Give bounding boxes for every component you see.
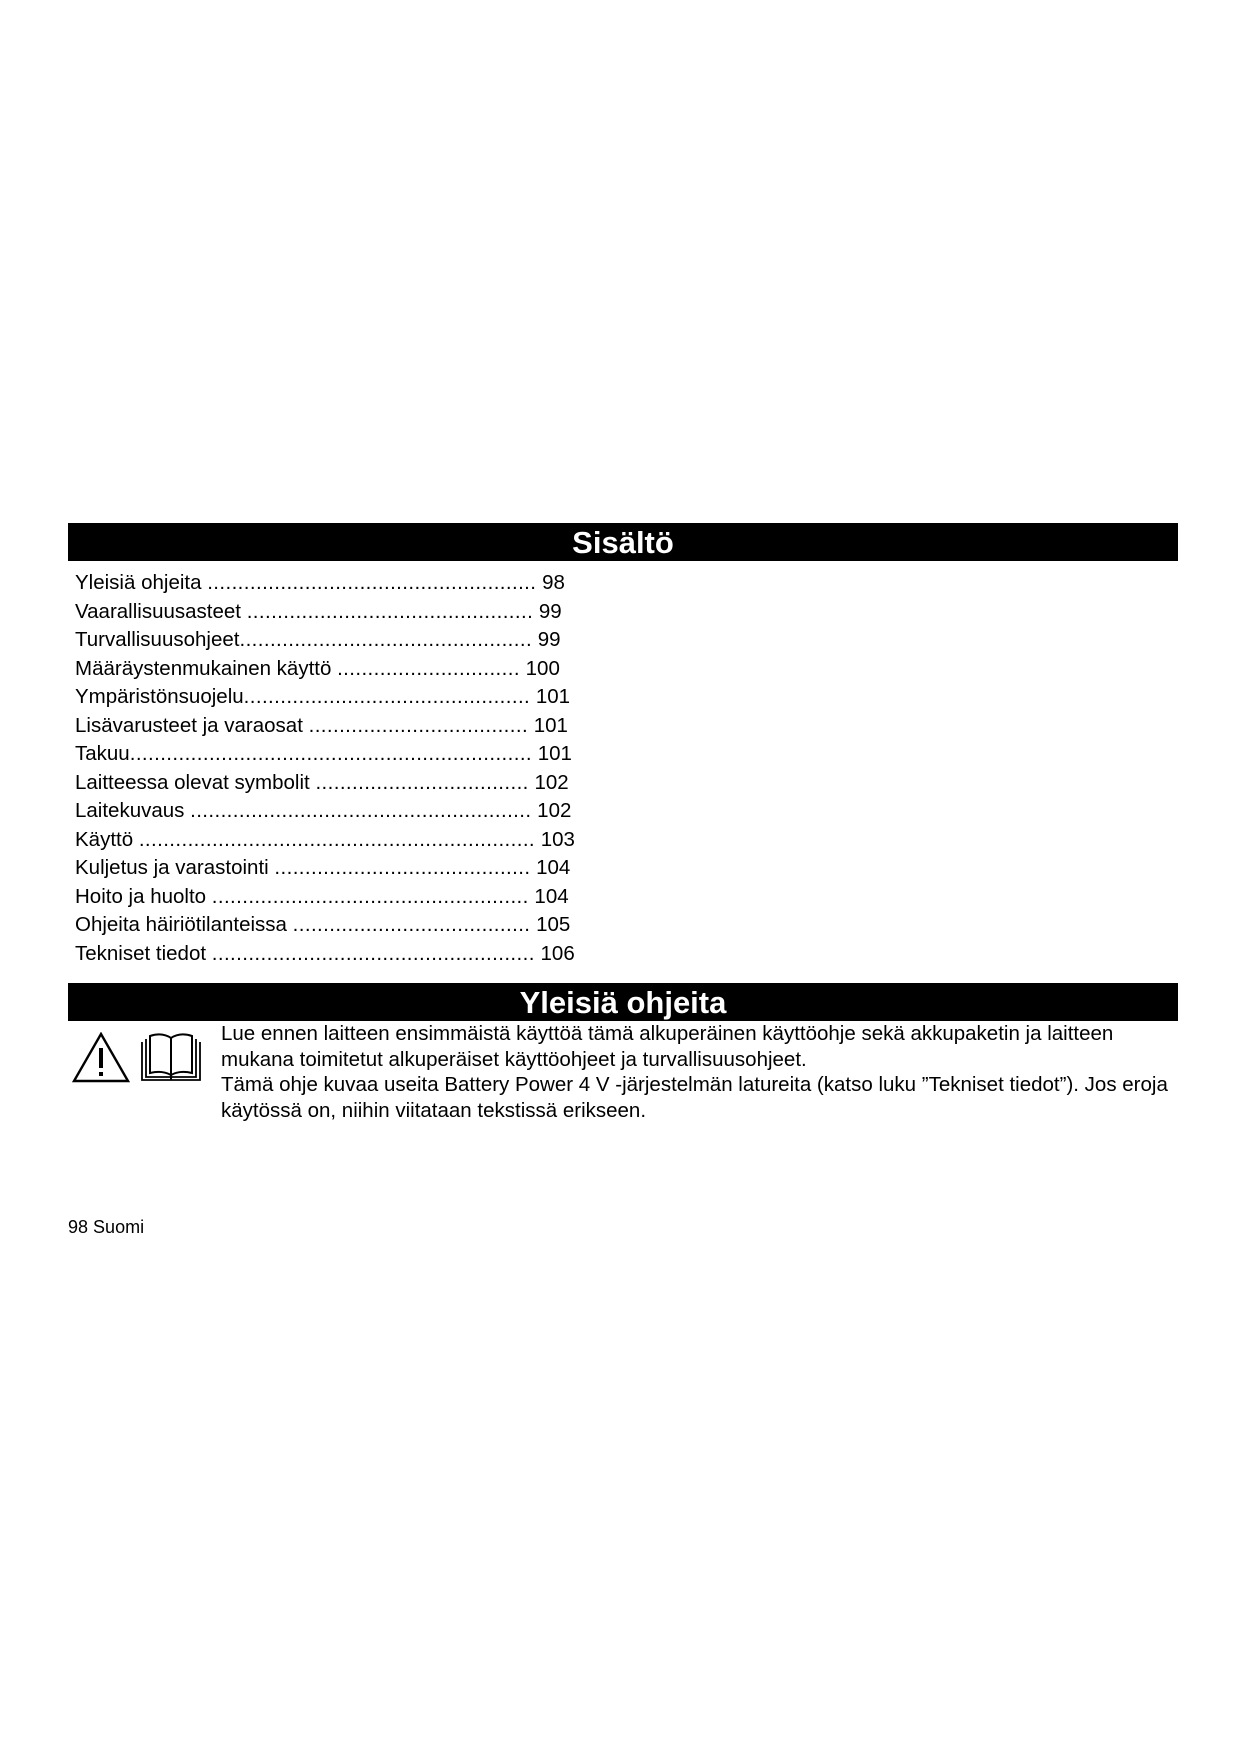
- toc-entry: [75, 769, 575, 798]
- general-instructions-heading: Yleisiä ohjeita: [68, 983, 1178, 1021]
- paragraph: Lue ennen laitteen ensimmäistä käyttöä tämä alkuperäinen käyttöohje sekä akkupaketin ja laitteen mukana toimitetut alkuperäiset käyttöohjeet ja turvallisuusohjeet.: [221, 1022, 1114, 1071]
- toc-entry-page: 102: [531, 799, 572, 822]
- toc-entry-page: 103: [535, 827, 575, 851]
- toc-entry: [75, 569, 575, 598]
- toc-entry-title: Määräystenmukainen käyttö: [75, 656, 338, 680]
- toc-entry-title: Tekniset tiedot: [75, 941, 212, 965]
- toc-entry-dots: ...............................................: [243, 685, 531, 708]
- toc-entry-page: 100: [519, 656, 560, 680]
- toc-entry-dots: ..........................................: [274, 856, 531, 879]
- toc-entry-title: Laitteessa olevat symbolit: [75, 770, 316, 794]
- toc-entry-dots: ........................................................: [190, 799, 532, 822]
- table-of-contents: [75, 569, 575, 968]
- toc-entry: [75, 712, 575, 741]
- toc-entry-page: 104: [530, 856, 571, 879]
- page-footer: [68, 1216, 144, 1238]
- toc-entry-dots: .......................................: [292, 913, 531, 936]
- toc-entry-dots: ......................................................: [207, 571, 537, 594]
- toc-entry-page: 105: [530, 913, 571, 936]
- toc-entry-title: Laitekuvaus: [75, 799, 191, 822]
- toc-entry-page: 99: [533, 599, 562, 623]
- toc-entry-title: Ympäristönsuojelu: [75, 685, 244, 708]
- open-book-icon: [142, 1034, 200, 1080]
- toc-entry: [75, 911, 575, 940]
- toc-entry-dots: ....................................: [308, 713, 529, 737]
- paragraph: Tämä ohje kuvaa useita Battery Power 4 V -järjestelmän latureita (katso luku ”Tekniset tiedot”). Jos eroja käytössä on, niihin viitataan tekstissä erikseen.: [221, 1073, 1168, 1122]
- toc-entry-title: Kuljetus ja varastointi: [75, 856, 275, 879]
- toc-entry-dots: ...............................................: [246, 599, 534, 623]
- toc-entry-title: Käyttö: [75, 827, 139, 851]
- toc-entry: [75, 655, 575, 684]
- toc-entry-dots: ................................................: [239, 628, 533, 651]
- page-number: 98: [68, 1217, 89, 1237]
- toc-entry-title: Turvallisuusohjeet: [75, 628, 240, 651]
- toc-entry-page: 101: [532, 742, 572, 765]
- toc-entry-page: 106: [534, 941, 575, 965]
- toc-entry-page: 101: [528, 713, 568, 737]
- toc-entry-dots: ..............................: [337, 656, 520, 680]
- toc-entry: [75, 626, 575, 655]
- toc-entry: [75, 740, 575, 769]
- toc-entry-dots: ..................................................................: [129, 742, 533, 765]
- toc-entry: [75, 797, 575, 826]
- safety-symbols: [72, 1032, 202, 1084]
- toc-entry: [75, 683, 575, 712]
- toc-entry: [75, 826, 575, 855]
- toc-entry-page: 104: [528, 884, 569, 908]
- footer-language: Suomi: [93, 1217, 145, 1237]
- toc-entry-title: Hoito ja huolto: [75, 884, 212, 908]
- toc-entry: [75, 883, 575, 912]
- toc-entry-dots: .....................................................: [211, 941, 535, 965]
- toc-entry: [75, 940, 575, 969]
- toc-entry-page: 98: [536, 571, 565, 594]
- toc-entry-page: 99: [532, 628, 561, 651]
- toc-entry: [75, 854, 575, 883]
- toc-entry-page: 102: [528, 770, 569, 794]
- toc-entry-title: Yleisiä ohjeita: [75, 571, 208, 594]
- toc-entry-dots: .................................................................: [138, 827, 536, 851]
- toc-heading: Sisältö: [68, 523, 1178, 561]
- toc-entry-dots: ....................................................: [211, 884, 529, 908]
- toc-entry-title: Lisävarusteet ja varaosat: [75, 713, 309, 737]
- toc-entry-title: Ohjeita häiriötilanteissa: [75, 913, 293, 936]
- toc-entry-dots: ...................................: [315, 770, 529, 794]
- toc-entry-title: Takuu: [75, 742, 130, 765]
- general-instructions-text: [221, 1021, 1181, 1123]
- toc-entry-page: 101: [530, 685, 571, 708]
- toc-entry-title: Vaarallisuusasteet: [75, 599, 247, 623]
- toc-entry: [75, 598, 575, 627]
- warning-triangle-icon: [74, 1034, 128, 1081]
